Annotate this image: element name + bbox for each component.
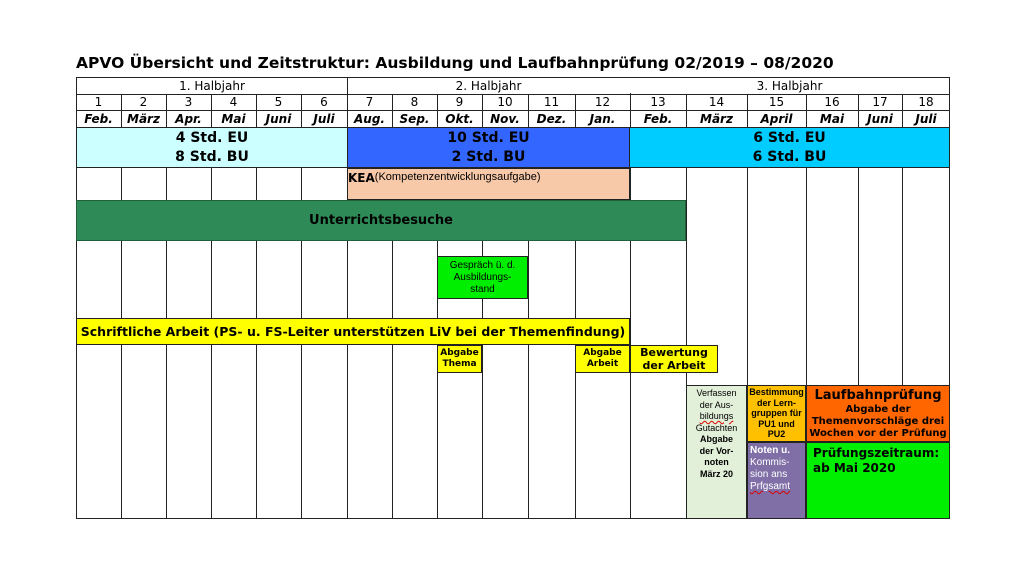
verfassen-bold3: noten bbox=[704, 457, 729, 467]
pruefungszeitraum-line2: ab Mai 2020 bbox=[813, 461, 896, 475]
bestimmung-line5: PU2 bbox=[767, 429, 786, 440]
laufbahnpruefung-line2: Themenvorschläge drei bbox=[811, 415, 945, 427]
laufbahnpruefung-box bbox=[806, 385, 950, 442]
half-year-3: 3. Halbjahr bbox=[630, 78, 949, 93]
verfassen-bold2: der Vor- bbox=[699, 445, 734, 456]
abgabe-thema-line1: Abgabe bbox=[440, 348, 479, 358]
month-number: 3 bbox=[184, 95, 193, 109]
month-number: 8 bbox=[410, 95, 419, 109]
page-title: APVO Übersicht und Zeitstruktur: Ausbildung und Laufbahnprüfung 02/2019 – 08/2020 bbox=[76, 54, 834, 72]
month-number: 2 bbox=[139, 95, 148, 109]
month-name: April bbox=[760, 111, 793, 126]
month-number: 10 bbox=[497, 95, 513, 109]
month-number: 17 bbox=[872, 95, 888, 109]
verfassen-box bbox=[686, 385, 747, 519]
unterrichtsbesuche-label: Unterrichtsbesuche bbox=[309, 213, 453, 228]
month-number: 12 bbox=[594, 95, 611, 109]
month-name: Juli bbox=[313, 111, 335, 126]
laufbahnpruefung-line3: Wochen vor der Prüfung bbox=[809, 427, 947, 439]
hours-band-3-eu: 6 Std. EU bbox=[753, 129, 826, 146]
month-name: Juni bbox=[265, 111, 292, 126]
half-year-1: 1. Halbjahr bbox=[77, 78, 347, 93]
noten-line1: Noten u. bbox=[750, 445, 790, 456]
gespraech-box bbox=[437, 256, 528, 299]
bestimmung-line3: gruppen für bbox=[751, 408, 802, 419]
month-name: Feb. bbox=[84, 111, 113, 126]
month-number: 15 bbox=[768, 95, 785, 109]
hours-band-2 bbox=[347, 127, 630, 168]
bestimmung-box bbox=[747, 385, 806, 442]
schriftliche-arbeit-label: Schriftliche Arbeit (PS- u. FS-Leiter unterstützen LiV bei der Themenfindung) bbox=[80, 324, 626, 339]
pruefungszeitraum-box bbox=[806, 442, 950, 519]
pruefungszeitraum-line1: Prüfungszeitraum: bbox=[813, 446, 940, 460]
hours-band-2-bu: 2 Std. BU bbox=[451, 148, 526, 165]
month-number: 11 bbox=[543, 95, 560, 109]
hours-band-1 bbox=[76, 127, 348, 168]
month-number: 13 bbox=[650, 95, 666, 109]
month-name: Aug. bbox=[354, 111, 385, 126]
month-number: 5 bbox=[274, 95, 283, 109]
month-name: Feb. bbox=[643, 111, 673, 126]
bestimmung-line4: PU1 und bbox=[758, 418, 795, 429]
month-name: Mai bbox=[221, 111, 246, 126]
month-name: Jan. bbox=[589, 111, 616, 126]
noten-line3: sion ans bbox=[750, 469, 788, 480]
month-name: März bbox=[700, 111, 733, 126]
bewertung-line2: der Arbeit bbox=[642, 359, 706, 372]
hours-band-2-eu: 10 Std. EU bbox=[447, 129, 530, 146]
bewertung-line1: Bewertung bbox=[640, 346, 708, 359]
abgabe-arbeit-line2: Arbeit bbox=[586, 359, 619, 369]
kea-label: KEA bbox=[348, 171, 375, 185]
abgabe-arbeit-line1: Abgabe bbox=[583, 348, 622, 358]
month-name: März bbox=[127, 111, 160, 126]
kea-description: (Kompetenzentwicklungsaufgabe) bbox=[374, 171, 541, 183]
noten-box bbox=[747, 442, 806, 519]
month-name: Mai bbox=[819, 111, 845, 126]
abgabe-thema-line2: Thema bbox=[442, 359, 477, 369]
schriftliche-arbeit-bar bbox=[76, 318, 630, 345]
verfassen-line4: Gutachten bbox=[695, 422, 738, 433]
month-number: 9 bbox=[455, 95, 464, 109]
gespraech-line3: stand bbox=[470, 283, 495, 295]
month-name: Apr. bbox=[175, 111, 202, 126]
month-number: 4 bbox=[229, 95, 238, 109]
month-number: 7 bbox=[365, 95, 374, 109]
hours-band-3-bu: 6 Std. BU bbox=[752, 148, 827, 165]
noten-line4: Prfgsamt bbox=[750, 481, 791, 492]
unterrichtsbesuche-bar bbox=[76, 200, 686, 241]
month-name: Nov. bbox=[490, 111, 520, 126]
gespraech-line1: Gespräch ü. d. bbox=[449, 259, 516, 271]
month-number: 6 bbox=[320, 95, 328, 109]
bewertung-box bbox=[630, 345, 718, 373]
verfassen-bold1: Abgabe bbox=[699, 434, 733, 444]
hours-band-1-eu: 4 Std. EU bbox=[175, 129, 249, 146]
half-year-2: 2. Halbjahr bbox=[348, 78, 629, 93]
abgabe-arbeit-box bbox=[575, 345, 630, 373]
kea-bar bbox=[347, 168, 630, 200]
month-name: Juni bbox=[867, 111, 893, 126]
gespraech-line2: Ausbildungs- bbox=[453, 271, 512, 283]
verfassen-line3: bildungs bbox=[699, 411, 734, 421]
verfassen-bold4: März 20 bbox=[699, 468, 734, 479]
month-name: Okt. bbox=[445, 111, 474, 126]
hours-band-1-bu: 8 Std. BU bbox=[175, 148, 249, 165]
verfassen-line2: der Aus- bbox=[699, 399, 734, 410]
month-number: 16 bbox=[824, 95, 840, 109]
hours-band-3 bbox=[629, 127, 950, 168]
verfassen-line1: Verfassen bbox=[696, 388, 737, 398]
bestimmung-line2: der Lern- bbox=[756, 397, 796, 408]
month-number: 1 bbox=[94, 95, 103, 109]
month-number: 18 bbox=[918, 95, 934, 109]
month-number: 14 bbox=[708, 95, 725, 109]
laufbahnpruefung-title: Laufbahnprüfung bbox=[814, 387, 942, 403]
month-name: Juli bbox=[915, 111, 937, 126]
noten-line2: Kommis- bbox=[750, 457, 790, 468]
month-name: Sep. bbox=[399, 111, 430, 126]
month-name: Dez. bbox=[536, 111, 567, 126]
laufbahnpruefung-line1: Abgabe der bbox=[845, 403, 911, 415]
bestimmung-line1: Bestimmung bbox=[749, 387, 804, 398]
abgabe-thema-box bbox=[437, 345, 482, 373]
